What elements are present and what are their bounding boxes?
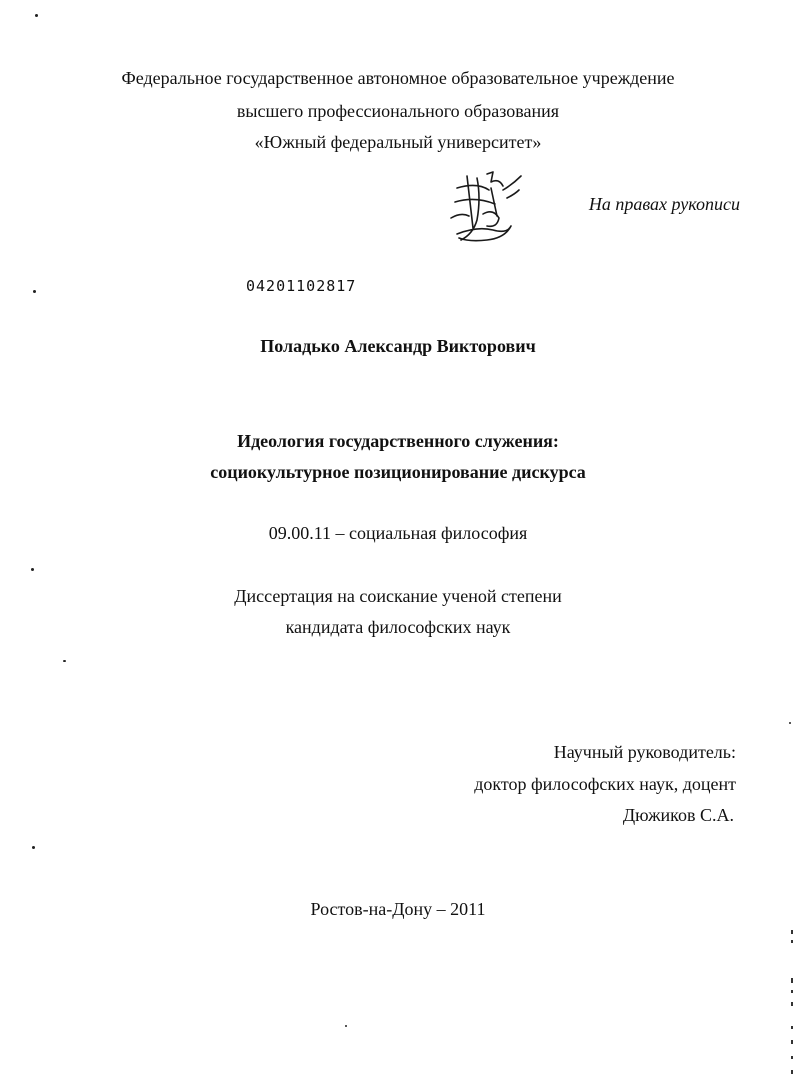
supervisor-label: Научный руководитель:: [553, 742, 736, 762]
institution-line-2: высшего профессионального образования: [236, 101, 560, 121]
scan-speck: [35, 14, 38, 17]
scan-speck: [789, 722, 791, 724]
scan-edge-marks: [790, 930, 794, 1080]
place-and-year: Ростов-на-Дону – 2011: [310, 899, 486, 919]
scan-speck: [33, 290, 36, 293]
degree-line-1: Диссертация на соискание ученой степени: [234, 586, 562, 606]
scan-speck: [63, 660, 66, 662]
specialty-code: 09.00.11 – социальная философия: [268, 523, 528, 543]
institution-line-3: «Южный федеральный университет»: [254, 132, 542, 152]
thesis-title-line-2: социокультурное позиционирование дискурса: [210, 462, 586, 482]
supervisor-name: Дюжиков С.А.: [622, 805, 734, 825]
institution-line-1: Федеральное государственное автономное образовательное учреждение: [121, 68, 675, 88]
scan-speck: [345, 1025, 347, 1027]
supervisor-credentials: доктор философских наук, доцент: [474, 774, 736, 794]
author-name: Поладько Александр Викторович: [260, 336, 536, 356]
thesis-title-line-1: Идеология государственного служения:: [237, 431, 559, 451]
catalog-number: 04201102817: [246, 277, 357, 295]
scan-speck: [32, 846, 35, 849]
scan-speck: [31, 568, 34, 571]
degree-line-2: кандидата философских наук: [285, 617, 511, 637]
manuscript-rights-note: На правах рукописи: [588, 194, 740, 214]
